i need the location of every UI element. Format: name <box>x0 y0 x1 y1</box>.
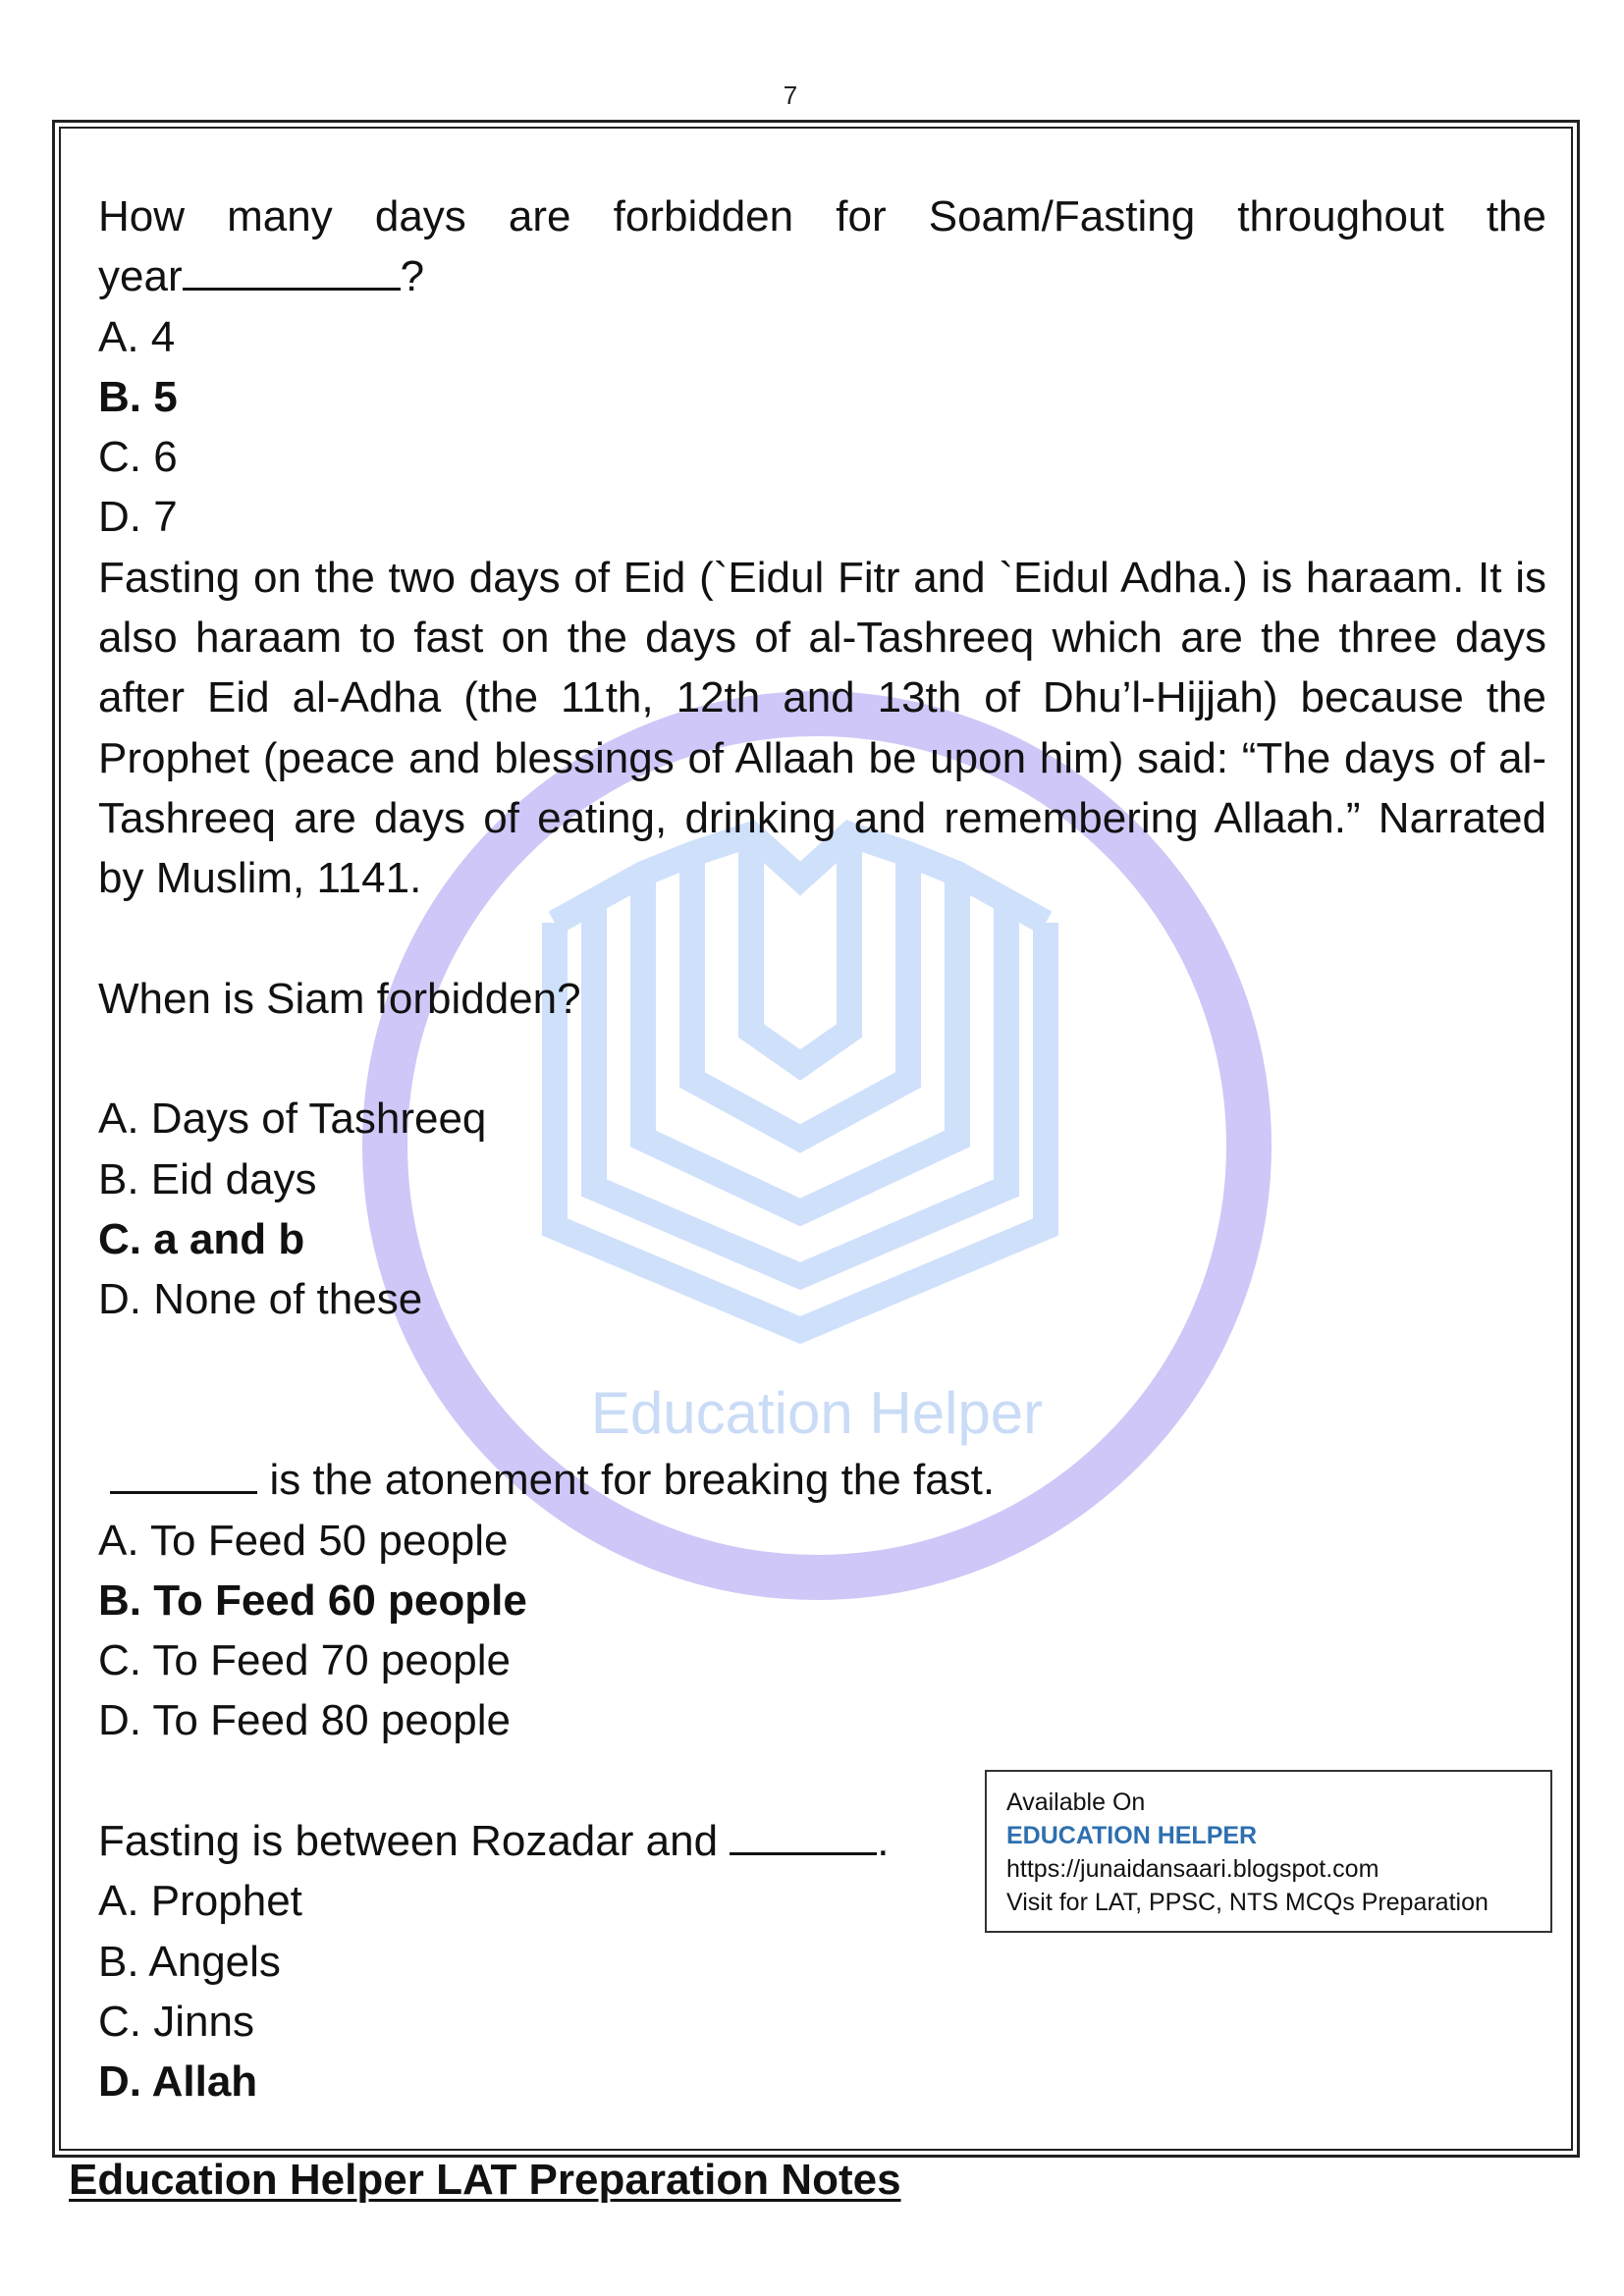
q1-question-word: year <box>98 252 183 301</box>
q1-option-d: D. 7 <box>98 493 178 542</box>
q1-blank <box>183 252 401 291</box>
q3-option-b-correct: B. To Feed 60 people <box>98 1575 527 1625</box>
q2-option-b: B. Eid days <box>98 1154 317 1203</box>
q2-option-d: D. None of these <box>98 1275 423 1324</box>
q3-option-c: C. To Feed 70 people <box>98 1636 511 1685</box>
watermark-text: Education Helper <box>590 1380 1044 1446</box>
q2-option-c-correct: C. a and b <box>98 1215 305 1264</box>
q1-explanation: Fasting on the two days of Eid (`Eidul Fitr and `Eidul Adha.) is haraam. It is also haraam to fast on the days of al-Tashreeq which are the three days after Eid al-Adha (the 11th, 12th and 13th of Dhu’l-Hijjah) because the Prophet (peace and blessings of Allaah be upon him) said: “The days of al-Tashreeq are days of eating, drinking and remembering Allaah.” Narrated by Muslim, 1141. <box>98 553 1546 903</box>
q3-question-text: is the atonement for breaking the fast. <box>257 1456 996 1505</box>
q3-question <box>98 1450 1546 1510</box>
q3-blank <box>110 1456 257 1494</box>
q1-option-a: A. 4 <box>98 312 176 361</box>
info-brand-name: EDUCATION HELPER <box>1006 1822 1258 1849</box>
q4-option-d-correct: D. Allah <box>98 2057 258 2107</box>
spacer <box>98 1029 1546 1089</box>
q1-question-line1: How many days are forbidden for Soam/Fasting throughout the <box>98 192 1546 240</box>
q4-question-text: Fasting is between Rozadar and <box>98 1817 731 1866</box>
q2-option-a: A. Days of Tashreeq <box>98 1095 487 1144</box>
q1-option-c: C. 6 <box>98 433 178 482</box>
q4-option-a: A. Prophet <box>98 1877 302 1926</box>
info-visit-note: Visit for LAT, PPSC, NTS MCQs Preparation <box>1006 1889 1489 1916</box>
q4-option-b: B. Angels <box>98 1937 281 1986</box>
availability-info-box <box>985 1770 1552 1933</box>
q1-question-line2 <box>98 246 1546 306</box>
spacer <box>98 909 1546 969</box>
q3-option-a: A. To Feed 50 people <box>98 1516 509 1565</box>
info-blog-url[interactable]: https://junaidansaari.blogspot.com <box>1006 1855 1380 1883</box>
q4-question-period: . <box>877 1817 890 1866</box>
q2-question: When is Siam forbidden? <box>98 974 581 1023</box>
q4-blank <box>730 1817 877 1855</box>
footer-title: Education Helper LAT Preparation Notes <box>69 2156 901 2204</box>
q3-option-d: D. To Feed 80 people <box>98 1696 511 1745</box>
q1-option-b-correct: B. 5 <box>98 372 178 421</box>
q1-question-mark: ? <box>400 252 425 301</box>
q4-option-c: C. Jinns <box>98 1997 254 2046</box>
page-number: 7 <box>783 80 798 110</box>
spacer <box>98 1330 1546 1451</box>
info-available-on: Available On <box>1006 1789 1146 1816</box>
